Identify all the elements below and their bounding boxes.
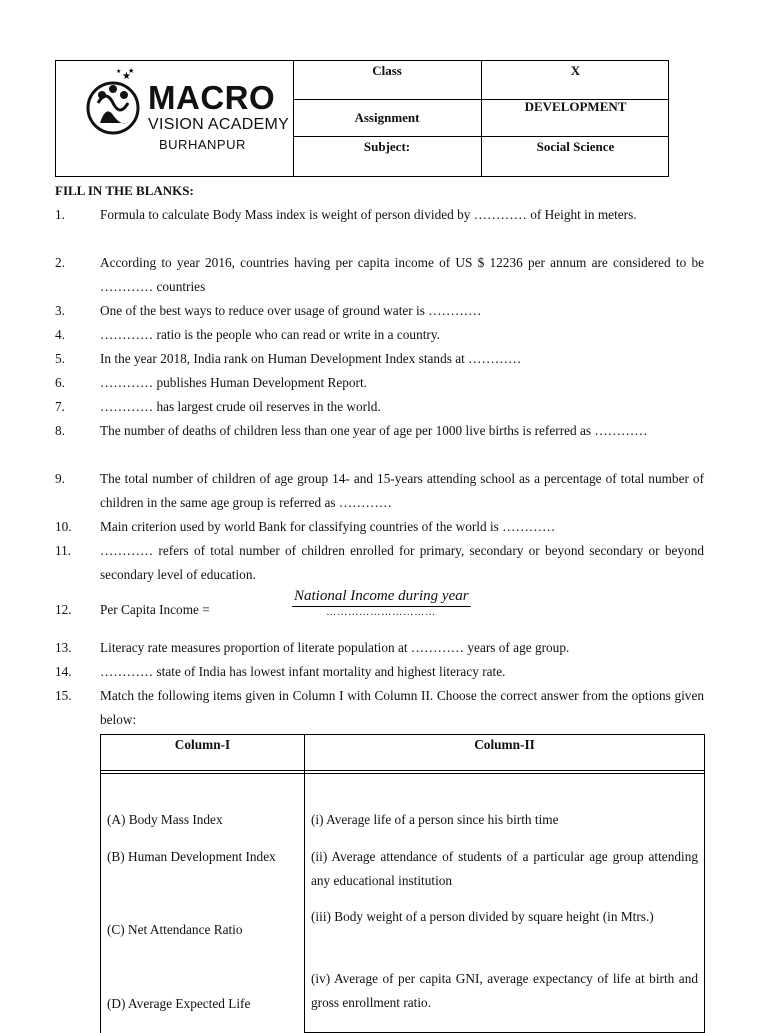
- question-number: 12.: [55, 602, 72, 617]
- question-number: 11.: [55, 543, 72, 558]
- question-text: ………… publishes Human Development Report.: [100, 375, 368, 390]
- question-number: 3.: [55, 303, 65, 318]
- question-text: Literacy rate measures proportion of literate population at ………… years of age group.: [100, 640, 570, 655]
- assignment-label: Assignment: [354, 110, 420, 125]
- column-header: Column-I: [101, 735, 305, 774]
- brand-city: BURHANPUR: [159, 137, 246, 152]
- question-number: 13.: [55, 640, 72, 655]
- formula-numerator: National Income during year: [292, 586, 471, 607]
- question-text: ………… ratio is the people who can read or write in a country.: [100, 327, 440, 342]
- question-number: 2.: [55, 255, 65, 270]
- question-text: The total number of children of age group 14- and 15-years attending school as a percentage of total number of children in the same age group is referred as …………: [100, 471, 704, 510]
- formula-fraction: [292, 586, 471, 619]
- svg-text:★: ★: [128, 67, 135, 75]
- subject-value: Social Science: [536, 139, 615, 154]
- column-2-item: (iv) Average of per capita GNI, average expectancy of life at birth and gross enrollment ratio.: [311, 971, 698, 1010]
- question-number: 6.: [55, 375, 65, 390]
- class-value: X: [570, 63, 581, 78]
- question-number: 4.: [55, 327, 65, 342]
- column-1-item: (D) Average Expected Life: [107, 996, 251, 1011]
- question-number: 10.: [55, 519, 72, 534]
- column-2-cell: [305, 774, 705, 1033]
- subject-label: Subject:: [363, 139, 411, 154]
- match-table: [100, 734, 705, 1033]
- section-title: FILL IN THE BLANKS:: [55, 183, 194, 198]
- question-number: 15.: [55, 688, 72, 703]
- column-1-item: (B) Human Development Index: [107, 849, 276, 864]
- column-2-item: (iii) Body weight of a person divided by square height (in Mtrs.): [311, 909, 654, 924]
- column-1-item: (C) Net Attendance Ratio: [107, 922, 243, 937]
- column-2-item: (ii) Average attendance of students of a particular age group attending any educational institution: [311, 849, 698, 888]
- academy-logo-icon: [78, 63, 148, 143]
- question-text: The number of deaths of children less than one year of age per 1000 live births is referred as …………: [100, 423, 648, 438]
- question-text: ………… refers of total number of children enrolled for primary, secondary or beyond secondary or beyond secondary level of education.: [100, 543, 704, 582]
- question-number: 5.: [55, 351, 65, 366]
- question-text: Main criterion used by world Bank for classifying countries of the world is …………: [100, 519, 556, 534]
- question-text: Match the following items given in Column I with Column II. Choose the correct answer from the options given below:: [100, 688, 704, 727]
- svg-text:★: ★: [116, 68, 122, 75]
- question-number: 8.: [55, 423, 65, 438]
- question-text: Per Capita Income =: [100, 602, 210, 617]
- column-header: Column-II: [305, 735, 705, 774]
- brand-name: MACRO: [148, 79, 276, 116]
- logo: [56, 61, 294, 176]
- question-text: ………… has largest crude oil reserves in the world.: [100, 399, 381, 414]
- question-number: 14.: [55, 664, 72, 679]
- question-number: 7.: [55, 399, 65, 414]
- brand-subtitle: VISION ACADEMY: [148, 116, 290, 133]
- assignment-value: DEVELOPMENT: [524, 99, 627, 114]
- table-header-divider: [100, 770, 705, 771]
- svg-text:★: ★: [122, 71, 131, 82]
- question-text: According to year 2016, countries having per capita income of US $ 12236 per annum are considered to be ………… countries: [100, 255, 704, 294]
- question-text: In the year 2018, India rank on Human Development Index stands at …………: [100, 351, 522, 366]
- formula-denominator: …………………………: [326, 607, 437, 618]
- class-label: Class: [372, 63, 402, 78]
- question-number: 9.: [55, 471, 65, 486]
- column-1-cell: [101, 774, 305, 1033]
- question-text: One of the best ways to reduce over usage of ground water is …………: [100, 303, 482, 318]
- header-table: [55, 60, 669, 177]
- column-2-item: (i) Average life of a person since his birth time: [311, 812, 559, 827]
- question-text: ………… state of India has lowest infant mortality and highest literacy rate.: [100, 664, 506, 679]
- column-1-item: (A) Body Mass Index: [107, 812, 223, 827]
- question-text: Formula to calculate Body Mass index is weight of person divided by ………… of Height in meters.: [100, 207, 637, 222]
- question-number: 1.: [55, 207, 65, 222]
